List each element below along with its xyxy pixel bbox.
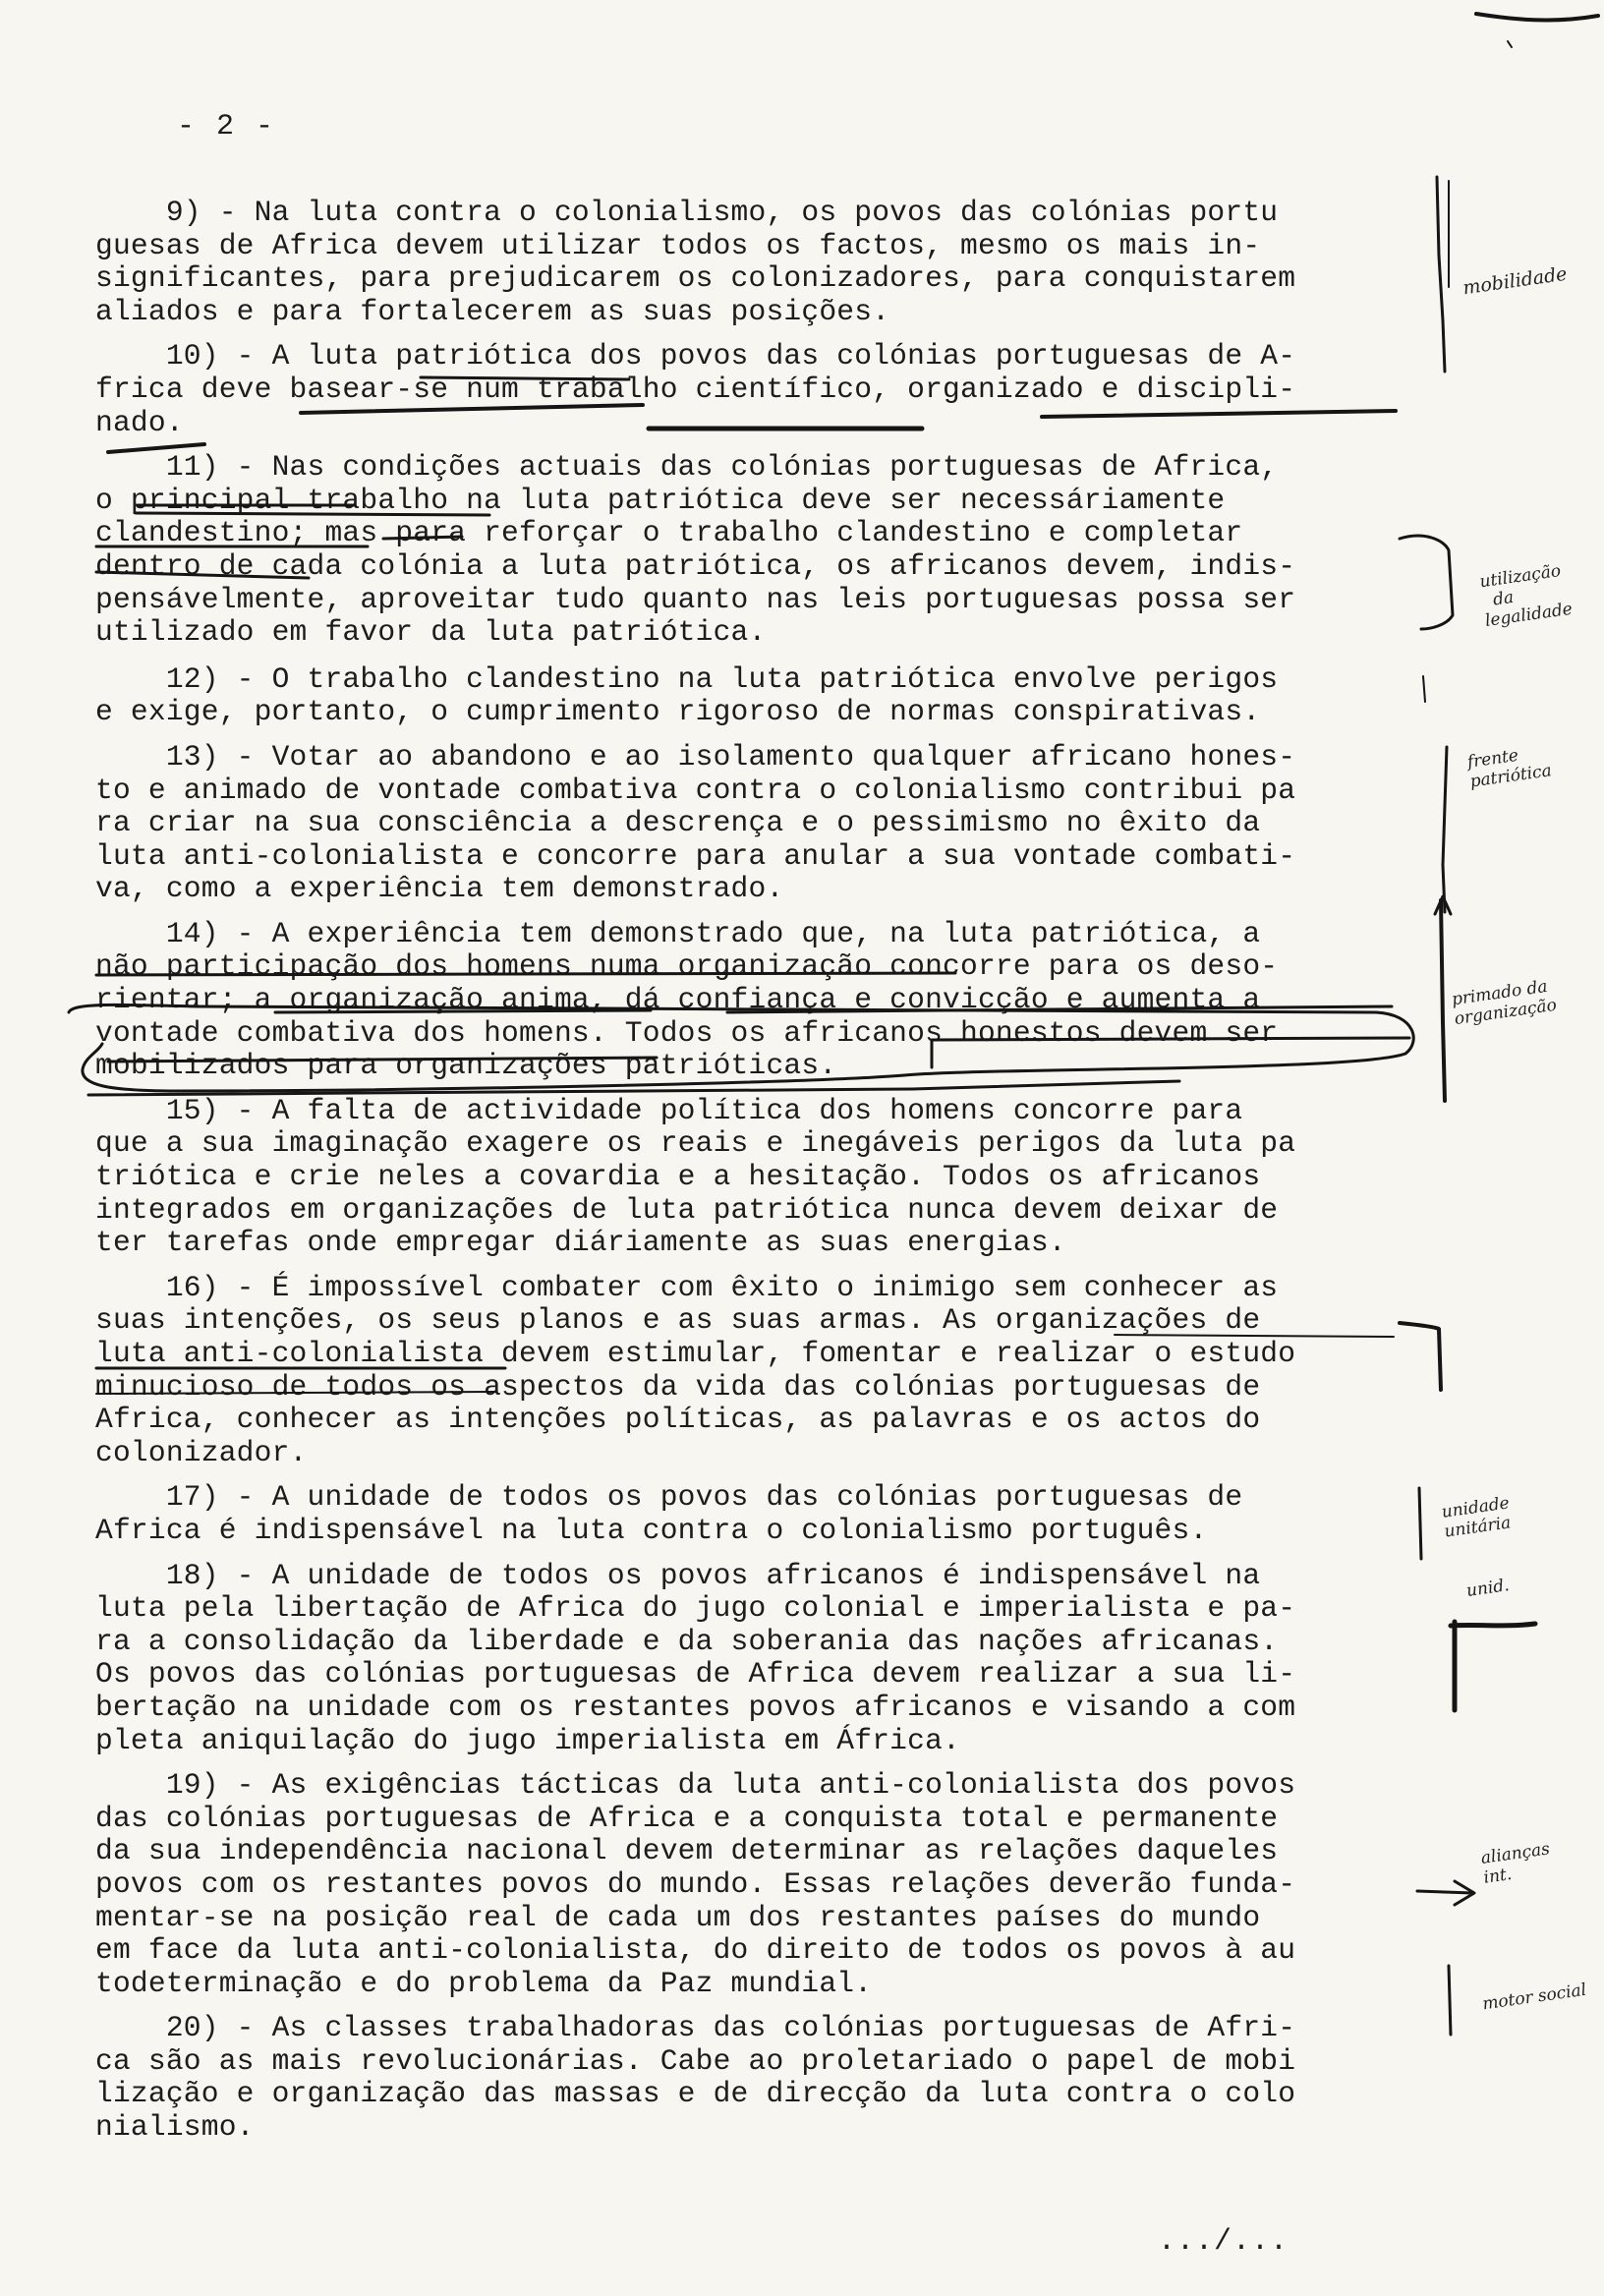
paragraph-14: 14) - A experiência tem demonstrado que, na luta patriótica, a não participação dos homens numa organização concorre para os deso- rientar; a organização anima, dá confiança e convicção e aumenta a vontade combativa dos homens. Todos os africanos honestos devem ser mobilizados para organizações patrióticas. (95, 916, 1279, 1083)
paragraph-15: 15) - A falta de actividade política dos homens concorre para que a sua imaginação exagere os reais e inegáveis perigos da luta pa triótica e crie neles a covardia e a hesitação. Todos os africanos integrados em organizações de luta patriótica nunca devem deixar de ter tarefas onde empregar diáriamente as suas energias. (95, 1093, 1296, 1260)
paragraph-20: 20) - As classes trabalhadoras das colónias portuguesas de Afri- ca são as mais revolucionárias. Cabe ao proletariado o papel de mobi lização e organização das massas e de direcção da luta contra o colo nialismo. (95, 2011, 1296, 2145)
bracket-13 (1443, 747, 1447, 912)
margin-note-utilizacao-legalidade: utilização da legalidade (1478, 560, 1575, 631)
page-number: - 2 - (177, 110, 276, 144)
paragraph-13: 13) - Votar ao abandono e ao isolamento qualquer africano hones- to e animado de vontade combativa contra o colonialismo contribui pa ra criar na sua consciência a descrença e o pessimismo no êxito da luta anti-colonialista e concorre para anular a sua vontade combati- va, como a experiência tem demonstrado. (95, 739, 1296, 906)
paragraph-9: 9) - Na luta contra o colonialismo, os povos das colónias portu guesas de Africa devem utilizar todos os factos, mesmo os mais in- significantes, para prejudicarem os colonizadores, para conquistarem aliados e para fortalecerem as suas posições. (95, 196, 1296, 328)
paragraph-12: 12) - O trabalho clandestino na luta patriótica envolve perigos e exige, portanto, o cumprimento rigoroso de normas conspirativas. (95, 661, 1279, 729)
margin-note-aliancas: alianças int. (1479, 1839, 1552, 1888)
continuation-mark: .../... (1158, 2225, 1289, 2259)
margin-note-unidade: unidade unitária (1440, 1493, 1513, 1542)
margin-note-primado-organizacao: primado da organização (1450, 976, 1559, 1030)
margin-note-unid: unid. (1464, 1576, 1511, 1601)
paragraph-16: 16) - É impossível combater com êxito o inimigo sem conhecer as suas intenções, os seus planos e as suas armas. As organizações de luta anti-colonialista devem estimular, fomentar e realizar o estudo minucioso de todos os aspectos da vida das colónias portuguesas de Africa, conhecer as intenções políticas, as palavras e os actos do colonizador. (95, 1270, 1296, 1469)
margin-note-frente-patriotica: frente patriótica (1465, 745, 1553, 792)
corner-scribble (1476, 14, 1598, 20)
paragraph-10: 10) - A luta patriótica dos povos das colónias portuguesas de A- frica deve basear-se num trabalho científico, organizado e discipli- nado. (95, 339, 1296, 439)
paragraph-18: 18) - A unidade de todos os povos africanos é indispensável na luta pela libertação de Africa do jugo colonial e imperialista e pa- ra a consolidação da liberdade e da soberania das nações africanas. Os povos das colónias portuguesas de Africa devem realizar a sua li- bertação na unidade com os restantes povos africanos e visando a com pleta aniquilação do jugo imperialista em África. (95, 1558, 1296, 1757)
corner-tick (1508, 41, 1512, 47)
bracket-14 (1441, 900, 1445, 1101)
bracket-14-arrowhead (1435, 896, 1451, 914)
margin-note-motor-social: motor social (1481, 1980, 1588, 2015)
bracket-20 (1449, 1966, 1451, 2035)
margin-note-mobilidade: mobilidade (1461, 262, 1569, 300)
bracket-18 (1451, 1622, 1535, 1710)
bracket-9-10 (1437, 177, 1445, 372)
paragraph-19: 19) - As exigências tácticas da luta anti-colonialista dos povos das colónias portuguesas de Africa e a conquista total e permanente da sua independência nacional devem determinar as relações daqueles povos com os restantes povos do mundo. Essas relações deverão funda- mentar-se na posição real de cada um dos restantes países do mundo em face da luta anti-colonialista, do direito de todos os povos à au todeterminação e do problema da Paz mundial. (95, 1768, 1296, 2000)
paragraph-17: 17) - A unidade de todos os povos das colónias portuguesas de Africa é indispensável na luta contra o colonialismo português. (95, 1480, 1243, 1547)
paragraph-11: 11) - Nas condições actuais das colónias portuguesas de Africa, o principal trabalho na luta patriótica deve ser necessáriamente clandestino; mas para reforçar o trabalho clandestino e completar dentro de cada colónia a luta patriótica, os africanos devem, indis- pensávelmente, aproveitar tudo quanto nas leis portuguesas possa ser utilizado em favor da luta patriótica. (95, 450, 1296, 650)
document-body (95, 197, 1432, 2156)
